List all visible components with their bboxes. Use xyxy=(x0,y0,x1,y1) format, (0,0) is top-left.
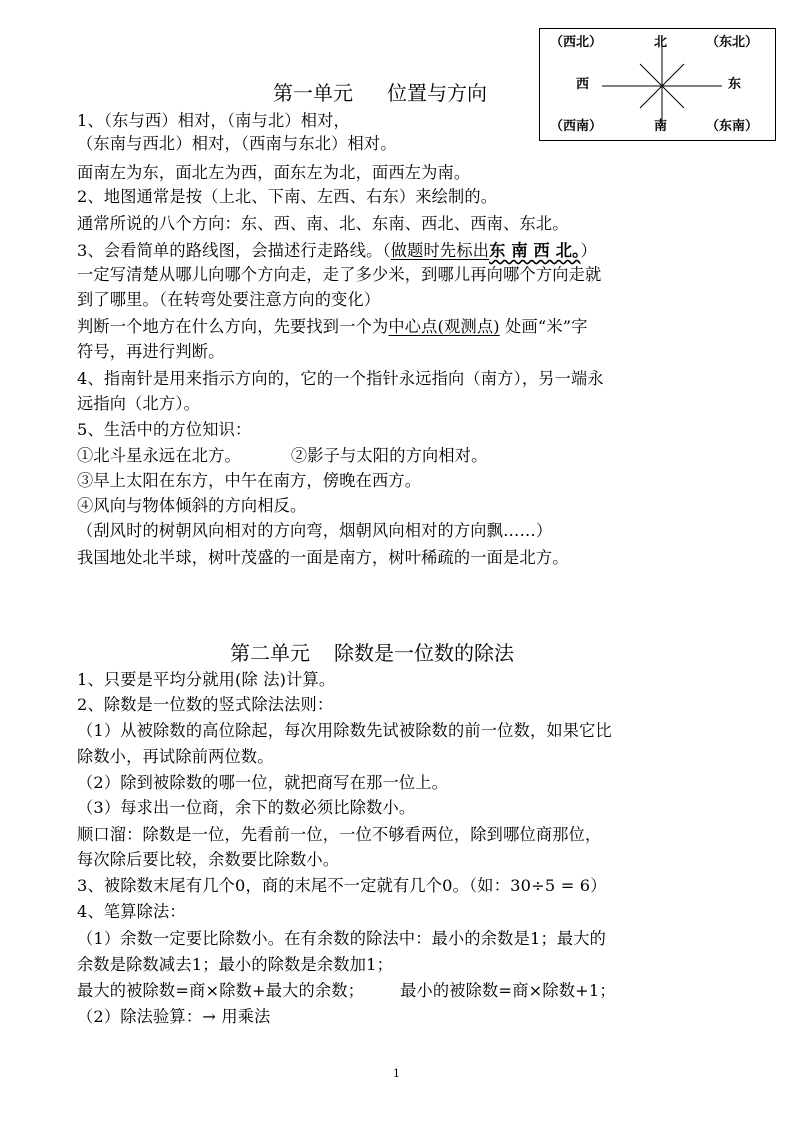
unit2-line: 3、被除数末尾有几个0，商的末尾不一定就有几个0。（如：30÷5 = 6） xyxy=(77,876,607,895)
text-segment: ） xyxy=(580,241,597,260)
unit1-title-topic: 位置与方向 xyxy=(387,81,487,105)
text-segment: 3、会看简单的路线图，会描述行走路线。（ xyxy=(77,241,391,260)
unit2-title xyxy=(230,640,514,666)
unit1-line: 一定写清楚从哪儿向哪个方向走，走了多少米，到哪儿再向哪个方向走就 xyxy=(77,265,602,284)
unit1-line: （刮风时的树朝风向相对的方向弯，烟朝风向相对的方向飘……） xyxy=(77,521,553,540)
compass-north: 北 xyxy=(654,35,668,50)
unit2-line: 顺口溜：除数是一位，先看前一位，一位不够看两位，除到哪位商那位， xyxy=(77,825,602,844)
text-segment: 最小的被除数=商×除数+1； xyxy=(400,981,616,1000)
unit2-line: （2）除到被除数的哪一位，就把商写在那一位上。 xyxy=(77,773,449,792)
emphasized-directions: 东 南 西 北。 xyxy=(489,241,581,260)
text-segment: 判断一个地方在什么方向，先要找到一个为 xyxy=(77,317,389,336)
unit1-line: 5、生活中的方位知识： xyxy=(77,420,252,439)
compass-southwest: （西南） xyxy=(550,119,603,134)
unit1-line: ③早上太阳在东方，中午在南方，傍晚在西方。 xyxy=(77,471,422,490)
unit1-line: 符号，再进行判断。 xyxy=(77,342,225,361)
compass-northeast: （东北） xyxy=(706,35,759,50)
unit2-line: （1）从被除数的高位除起，每次用除数先试被除数的前一位数，如果它比 xyxy=(77,721,612,740)
unit1-line xyxy=(77,316,588,338)
unit2-line: （2）除法验算：→ 用乘法 xyxy=(77,1007,271,1026)
unit1-title xyxy=(273,80,487,106)
unit1-title-number: 第一单元 xyxy=(273,81,353,105)
unit1-line xyxy=(77,240,597,262)
unit1-line: 1、（东与西）相对，（南与北）相对， xyxy=(77,111,350,130)
unit1-line: 通常所说的八个方向：东、西、南、北、东南、西北、西南、东北。 xyxy=(77,214,569,233)
underlined-center-point: 中心点(观测点) xyxy=(388,317,500,336)
unit1-line: ④风向与物体倾斜的方向相反。 xyxy=(77,496,307,515)
compass-northwest: （西北） xyxy=(550,35,603,50)
unit2-line: （3）每求出一位商，余下的数必须比除数小。 xyxy=(77,798,416,817)
unit2-line: 4、笔算除法： xyxy=(77,902,186,921)
unit2-line: 每次除后要比较，余数要比除数小。 xyxy=(77,850,340,869)
unit2-title-number: 第二单元 xyxy=(230,641,310,665)
text-segment: ①北斗星永远在北方。 xyxy=(77,446,241,465)
unit2-line: 除数小，再试除前两位数。 xyxy=(77,747,274,766)
unit1-line xyxy=(77,445,488,467)
compass-diagram xyxy=(539,28,776,141)
unit2-line: （1）余数一定要比除数小。在有余数的除法中：最小的余数是1；最大的 xyxy=(77,929,607,948)
underlined-hint: 做题时先标出 xyxy=(390,241,490,260)
compass-southeast: （东南） xyxy=(706,119,759,134)
unit1-line: 4、指南针是用来指示方向的，它的一个指针永远指向（南方），另一端永 xyxy=(77,369,604,388)
compass-east: 东 xyxy=(728,77,742,92)
unit2-line xyxy=(77,980,616,1002)
unit1-line: 远指向（北方）。 xyxy=(77,394,200,413)
unit1-line: （东南与西北）相对，（西南与东北）相对。 xyxy=(77,134,397,153)
text-segment: 处画“米”字 xyxy=(499,317,588,336)
text-segment: 最大的被除数=商×除数+最大的余数； xyxy=(77,981,365,1000)
unit1-line: 面南左为东，面北左为西，面东左为北，面西左为南。 xyxy=(77,163,471,182)
compass-west: 西 xyxy=(576,77,590,92)
unit1-line: 2、地图通常是按（上北、下南、左西、右东）来绘制的。 xyxy=(77,187,498,206)
compass-south: 南 xyxy=(654,119,668,134)
unit2-line: 1、只要是平均分就用(除 法)计算。 xyxy=(77,670,336,689)
unit2-line: 2、除数是一位数的竖式除法法则： xyxy=(77,695,334,714)
page-number: 1 xyxy=(393,1067,400,1080)
text-segment: ②影子与太阳的方向相对。 xyxy=(290,446,488,465)
unit1-line: 到了哪里。（在转弯处要注意方向的变化） xyxy=(77,290,381,309)
unit2-title-topic: 除数是一位数的除法 xyxy=(334,641,514,665)
unit1-line: 我国地处北半球，树叶茂盛的一面是南方，树叶稀疏的一面是北方。 xyxy=(77,548,569,567)
unit2-line: 余数是除数减去1；最小的除数是余数加1； xyxy=(77,955,393,974)
